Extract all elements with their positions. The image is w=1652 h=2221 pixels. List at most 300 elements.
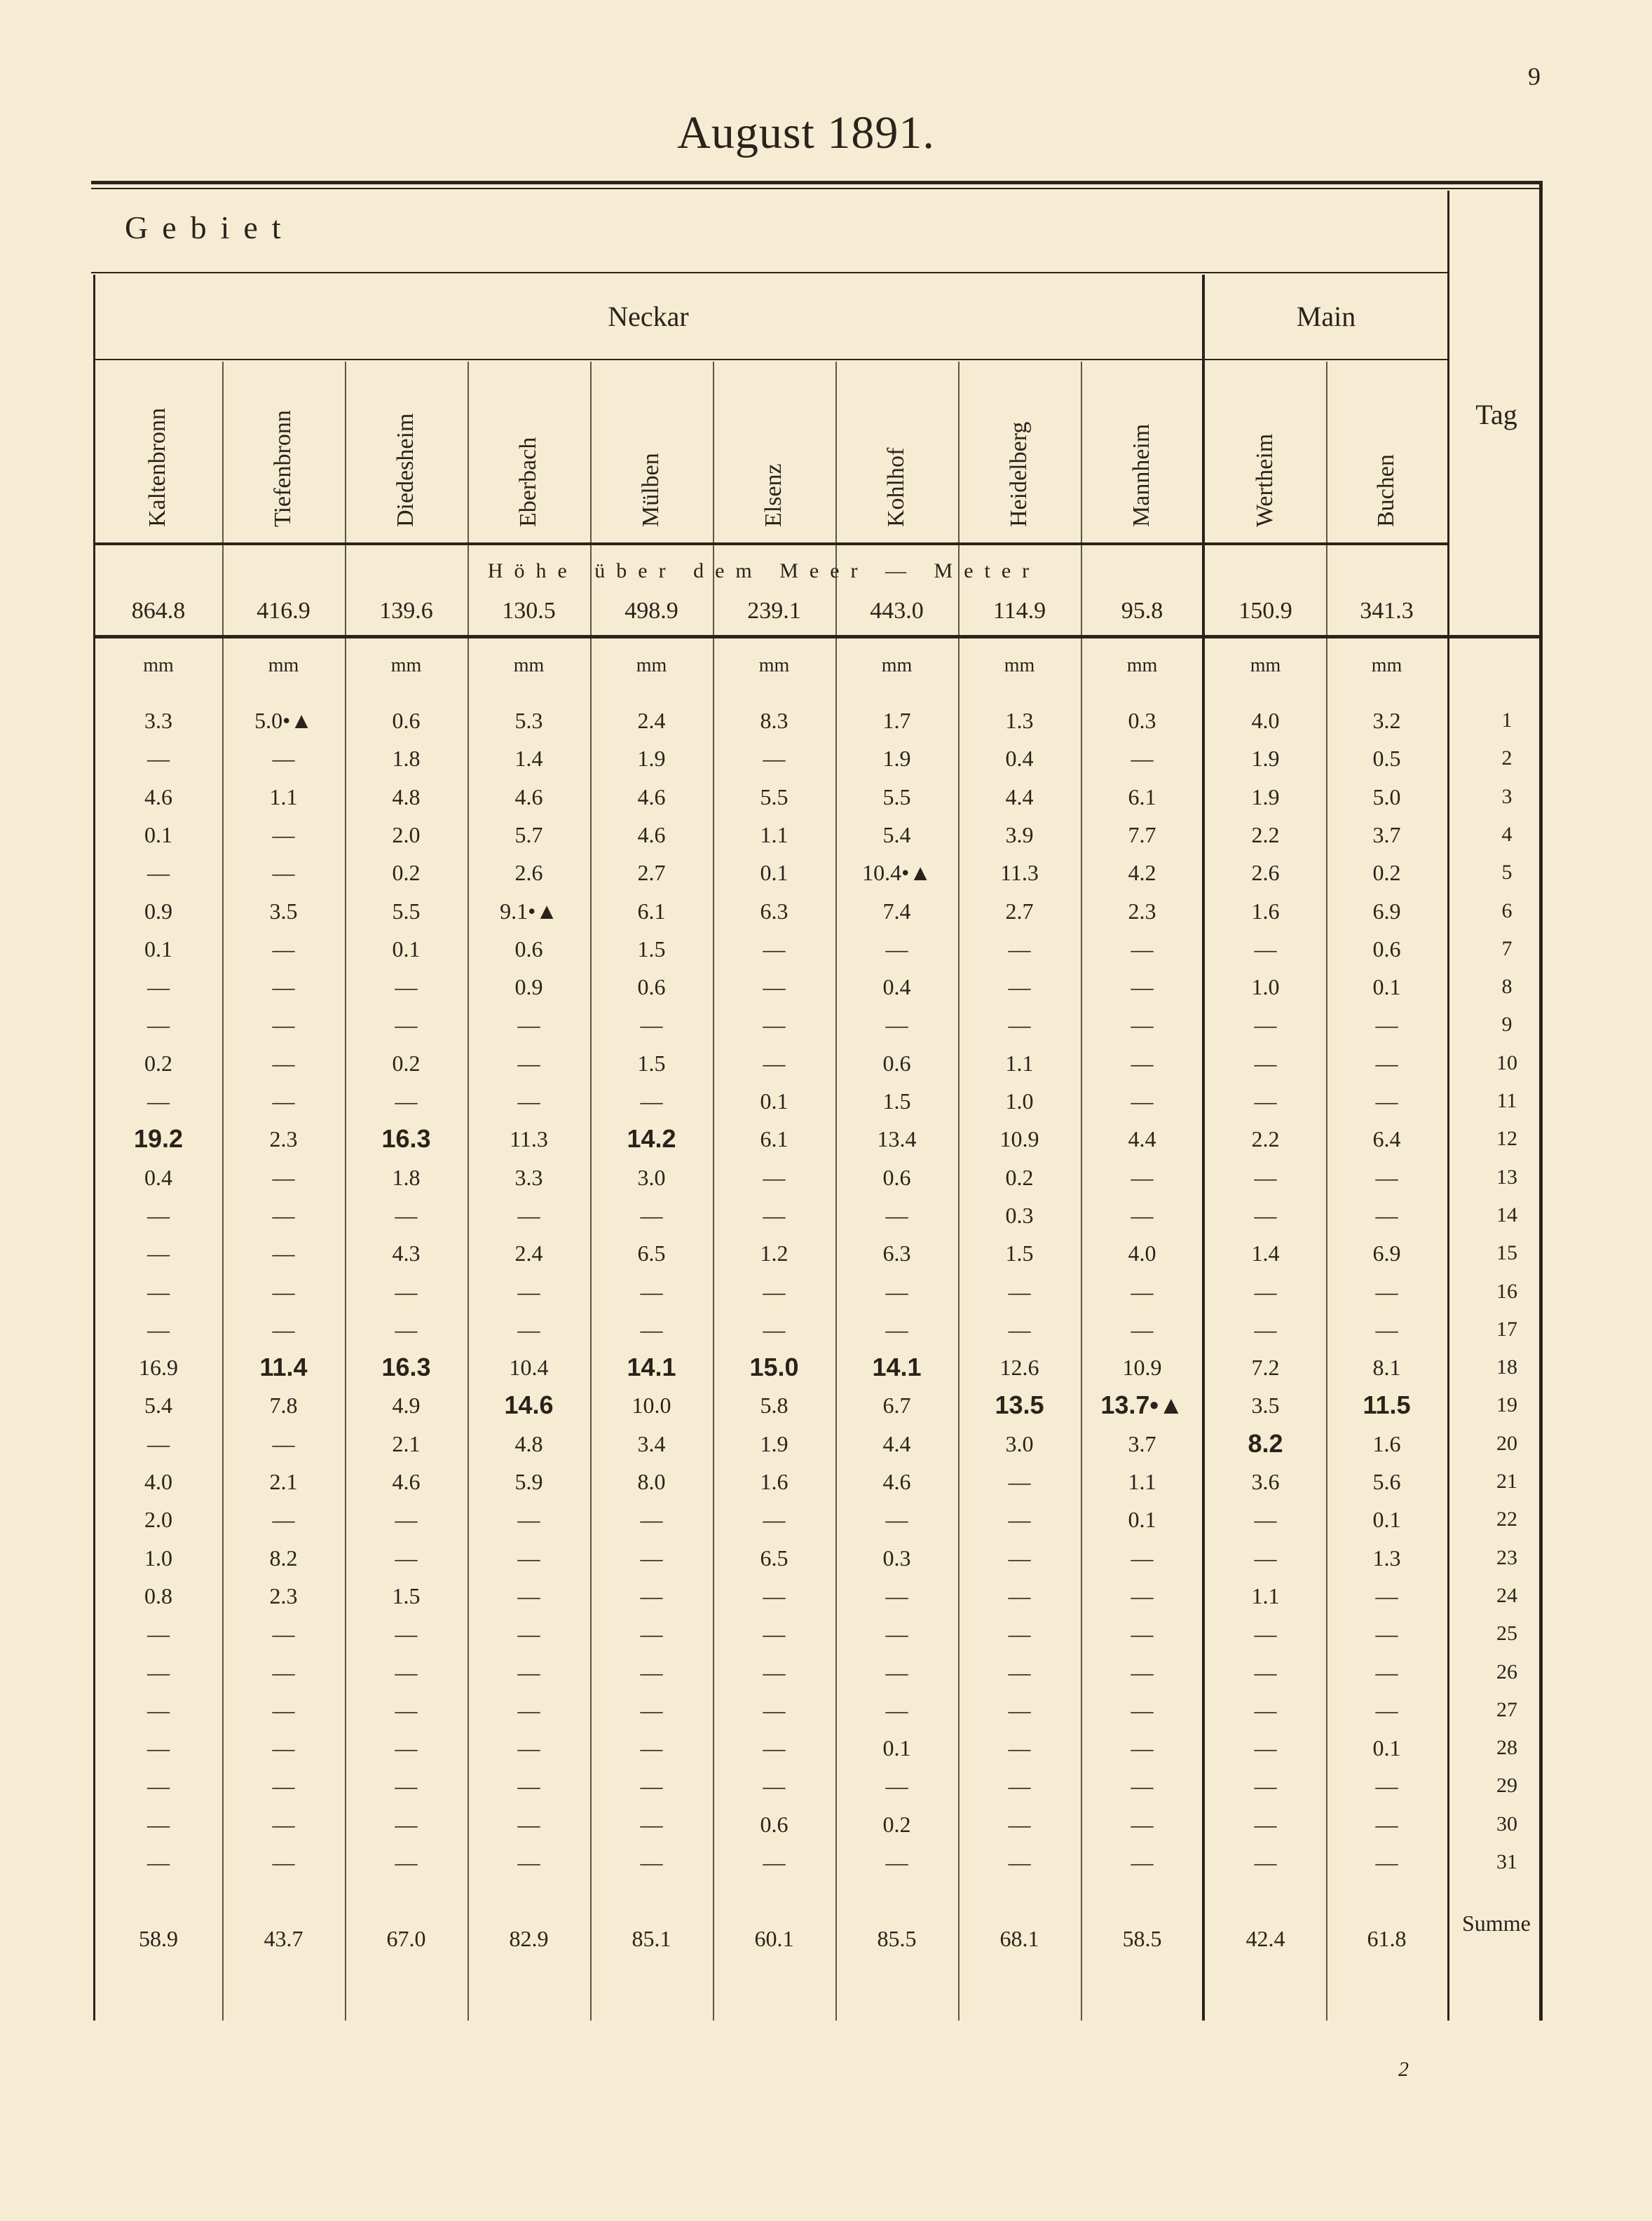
precipitation-value: — <box>1008 1735 1031 1761</box>
precipitation-value: 10.9 <box>1122 1355 1162 1381</box>
sum-label: Summe <box>1462 1911 1531 1936</box>
precipitation-value: — <box>885 1659 908 1685</box>
precipitation-value: — <box>1131 1202 1154 1228</box>
precipitation-value: — <box>517 1545 540 1571</box>
precipitation-value: — <box>1254 1735 1277 1761</box>
precipitation-value: 1.0 <box>1005 1088 1034 1114</box>
day-number: 8 <box>1501 975 1513 999</box>
monthly-sum: 60.1 <box>754 1926 794 1951</box>
day-number: 2 <box>1501 746 1513 770</box>
unit-label: mm <box>758 655 790 676</box>
precipitation-value: 4.4 <box>1005 784 1034 809</box>
precipitation-value: — <box>395 1278 418 1304</box>
precipitation-value: — <box>885 1697 908 1723</box>
precipitation-value: — <box>517 1773 540 1799</box>
precipitation-value: 0.1 <box>1372 1507 1401 1533</box>
day-number: 13 <box>1496 1165 1517 1189</box>
precipitation-value: — <box>763 936 786 962</box>
precipitation-value: — <box>272 1735 295 1761</box>
precipitation-value: — <box>395 1088 418 1114</box>
precipitation-value: 2.4 <box>514 1241 543 1266</box>
day-number: 25 <box>1496 1622 1517 1646</box>
precipitation-value: — <box>272 1430 295 1456</box>
day-number: 1 <box>1501 709 1513 732</box>
day-number: 24 <box>1496 1583 1517 1607</box>
precipitation-value: 5.8 <box>760 1393 789 1419</box>
day-number: 6 <box>1501 898 1513 922</box>
monthly-sum: 67.0 <box>386 1926 426 1951</box>
precipitation-value: 16.3 <box>381 1353 431 1382</box>
precipitation-value: — <box>763 1507 786 1533</box>
station-name: Mülben <box>637 453 664 527</box>
precipitation-value: — <box>1008 1583 1031 1608</box>
precipitation-value: — <box>272 860 295 886</box>
precipitation-value: — <box>1008 936 1031 962</box>
precipitation-value: 5.0•▲ <box>254 708 313 733</box>
precipitation-value: — <box>1131 936 1154 962</box>
day-number: 3 <box>1501 784 1513 808</box>
region-label: Gebiet <box>125 210 295 245</box>
unit-label: mm <box>513 655 545 676</box>
day-number: 16 <box>1496 1279 1517 1303</box>
group-label-neckar: Neckar <box>608 301 689 332</box>
precipitation-value: 7.2 <box>1251 1355 1280 1381</box>
precipitation-value: — <box>1008 1659 1031 1685</box>
precipitation-value: — <box>1008 1621 1031 1647</box>
precipitation-value: 0.6 <box>392 708 421 733</box>
station-elevation: 443.0 <box>870 598 924 624</box>
station-elevation: 864.8 <box>131 598 186 624</box>
precipitation-value: 1.4 <box>514 746 543 772</box>
precipitation-value: — <box>885 1202 908 1228</box>
precipitation-value: 6.3 <box>760 898 789 924</box>
precipitation-value: 1.4 <box>1251 1241 1280 1266</box>
precipitation-value: 2.3 <box>1128 898 1156 924</box>
precipitation-value: — <box>1008 1012 1031 1038</box>
precipitation-value: 5.3 <box>514 708 543 733</box>
precipitation-value: — <box>272 936 295 962</box>
precipitation-value: — <box>147 1241 170 1266</box>
precipitation-value: 2.4 <box>637 708 666 733</box>
precipitation-value: — <box>640 1012 663 1038</box>
precipitation-value: 2.2 <box>1251 1126 1280 1152</box>
precipitation-value: — <box>763 1164 786 1190</box>
precipitation-value: 14.2 <box>627 1124 676 1154</box>
precipitation-value: — <box>1131 746 1154 772</box>
precipitation-value: 1.6 <box>1372 1430 1401 1456</box>
precipitation-value: 0.1 <box>144 821 172 847</box>
precipitation-value: — <box>640 1088 663 1114</box>
precipitation-value: 1.6 <box>1251 898 1280 924</box>
precipitation-value: — <box>1008 1545 1031 1571</box>
precipitation-value: 0.1 <box>1372 974 1401 1000</box>
station-name: Mannheim <box>1128 423 1154 527</box>
station-elevation: 416.9 <box>257 598 310 624</box>
precipitation-value: — <box>1131 974 1154 1000</box>
precipitation-value: 8.3 <box>760 708 789 733</box>
precipitation-value: — <box>272 1697 295 1723</box>
precipitation-value: — <box>272 1088 295 1114</box>
station-elevation: 239.1 <box>747 598 801 624</box>
precipitation-value: — <box>640 1850 663 1875</box>
precipitation-value: — <box>1131 1659 1154 1685</box>
precipitation-value: 1.1 <box>1251 1583 1280 1608</box>
day-number: 10 <box>1496 1051 1517 1074</box>
station-elevation: 139.6 <box>379 598 433 624</box>
precipitation-value: 0.4 <box>1005 746 1034 772</box>
monthly-sum: 58.9 <box>139 1926 178 1951</box>
precipitation-value: 8.2 <box>1248 1428 1283 1458</box>
day-number: 27 <box>1496 1697 1517 1721</box>
precipitation-value: — <box>395 1697 418 1723</box>
precipitation-value: — <box>517 1850 540 1875</box>
tag-column-line-inner <box>1447 191 1449 2021</box>
precipitation-value: 10.9 <box>999 1126 1039 1152</box>
precipitation-value: 11.5 <box>1363 1390 1411 1420</box>
precipitation-value: — <box>272 1773 295 1799</box>
precipitation-value: — <box>1254 1012 1277 1038</box>
precipitation-value: 0.9 <box>514 974 543 1000</box>
precipitation-value: 5.5 <box>392 898 421 924</box>
precipitation-value: — <box>1375 1621 1398 1647</box>
precipitation-value: 7.4 <box>882 898 911 924</box>
station-elevation: 150.9 <box>1238 598 1292 624</box>
precipitation-value: 11.4 <box>259 1353 308 1382</box>
precipitation-value: — <box>272 1278 295 1304</box>
precipitation-value: — <box>147 1850 170 1875</box>
precipitation-value: — <box>1008 1697 1031 1723</box>
precipitation-value: — <box>272 1316 295 1342</box>
precipitation-value: 5.4 <box>882 821 911 847</box>
unit-label: mm <box>268 655 299 676</box>
precipitation-value: 8.0 <box>637 1469 666 1494</box>
precipitation-value: — <box>763 1583 786 1608</box>
precipitation-value: 13.7•▲ <box>1100 1390 1184 1420</box>
precipitation-value: — <box>1131 1278 1154 1304</box>
precipitation-value: — <box>1131 1164 1154 1190</box>
unit-label: mm <box>390 655 422 676</box>
precipitation-value: — <box>517 1316 540 1342</box>
precipitation-value: — <box>640 1202 663 1228</box>
day-number: 30 <box>1496 1812 1517 1836</box>
precipitation-value: — <box>763 1621 786 1647</box>
precipitation-value: — <box>1254 1773 1277 1799</box>
day-number: 7 <box>1501 936 1513 960</box>
precipitation-value: 3.7 <box>1128 1430 1156 1456</box>
day-number: 11 <box>1496 1089 1517 1112</box>
station-name: Diedesheim <box>392 413 418 527</box>
precipitation-value: — <box>1008 1316 1031 1342</box>
precipitation-value: 8.2 <box>269 1545 298 1571</box>
station-elevation: 95.8 <box>1121 598 1163 624</box>
precipitation-value: 3.7 <box>1372 821 1401 847</box>
precipitation-value: 4.9 <box>392 1393 421 1419</box>
monthly-sum: 61.8 <box>1367 1926 1407 1951</box>
monthly-sum: 85.1 <box>632 1926 671 1951</box>
precipitation-value: — <box>640 1545 663 1571</box>
precipitation-value: — <box>147 1278 170 1304</box>
precipitation-value: — <box>1131 1012 1154 1038</box>
precipitation-value: 4.6 <box>392 1469 421 1494</box>
precipitation-value: — <box>272 1507 295 1533</box>
precipitation-value: — <box>517 1050 540 1076</box>
precipitation-value: — <box>395 974 418 1000</box>
precipitation-value: — <box>1254 1659 1277 1685</box>
precipitation-value: 6.5 <box>637 1241 666 1266</box>
precipitation-value: — <box>1131 1545 1154 1571</box>
precipitation-value: — <box>395 1545 418 1571</box>
precipitation-value: — <box>1131 1697 1154 1723</box>
precipitation-value: 10.4•▲ <box>862 860 931 886</box>
day-number: 29 <box>1496 1774 1517 1798</box>
day-number: 21 <box>1496 1470 1517 1493</box>
precipitation-value: — <box>272 1202 295 1228</box>
unit-label: mm <box>636 655 667 676</box>
precipitation-value: 3.5 <box>1251 1393 1280 1419</box>
table-top-rule-thick <box>91 181 1542 184</box>
precipitation-value: 2.0 <box>144 1507 172 1533</box>
precipitation-value: — <box>147 1621 170 1647</box>
precipitation-value: — <box>272 1241 295 1266</box>
page-number: 9 <box>1528 62 1541 90</box>
precipitation-value: — <box>763 1659 786 1685</box>
precipitation-value: 7.8 <box>269 1393 298 1419</box>
unit-label: mm <box>1126 655 1158 676</box>
precipitation-value: — <box>395 1316 418 1342</box>
precipitation-value: — <box>640 1773 663 1799</box>
day-number: 28 <box>1496 1736 1517 1760</box>
day-number: 12 <box>1496 1127 1517 1151</box>
precipitation-value: 0.1 <box>760 1088 789 1114</box>
precipitation-value: — <box>517 1811 540 1837</box>
station-name: Elsenz <box>760 463 786 527</box>
precipitation-value: 1.9 <box>882 746 911 772</box>
precipitation-value: — <box>517 1088 540 1114</box>
day-number: 22 <box>1496 1508 1517 1531</box>
precipitation-value: — <box>885 1773 908 1799</box>
day-number: 5 <box>1501 861 1513 884</box>
precipitation-value: 0.6 <box>882 1050 911 1076</box>
precipitation-value: — <box>763 1850 786 1875</box>
precipitation-value: — <box>147 860 170 886</box>
day-number: 26 <box>1496 1660 1517 1683</box>
precipitation-value: 4.6 <box>144 784 172 809</box>
precipitation-value: — <box>395 1773 418 1799</box>
precipitation-value: — <box>1375 1697 1398 1723</box>
precipitation-value: 6.9 <box>1372 1241 1401 1266</box>
precipitation-value: — <box>1254 1811 1277 1837</box>
precipitation-value: 1.1 <box>1128 1469 1156 1494</box>
day-number: 9 <box>1501 1013 1513 1037</box>
precipitation-value: — <box>640 1811 663 1837</box>
day-number: 15 <box>1496 1241 1517 1265</box>
precipitation-value: — <box>272 974 295 1000</box>
precipitation-value: — <box>763 746 786 772</box>
precipitation-value: 1.5 <box>882 1088 911 1114</box>
station-name: Heidelberg <box>1005 421 1032 527</box>
precipitation-value: 0.2 <box>392 1050 421 1076</box>
precipitation-value: 2.6 <box>514 860 543 886</box>
precipitation-value: 1.9 <box>637 746 666 772</box>
precipitation-value: 2.3 <box>269 1583 298 1608</box>
precipitation-value: 2.1 <box>269 1469 298 1494</box>
precipitation-value: — <box>1131 1811 1154 1837</box>
precipitation-value: 2.7 <box>637 860 666 886</box>
precipitation-value: 2.2 <box>1251 821 1280 847</box>
precipitation-value: 1.1 <box>1005 1050 1034 1076</box>
precipitation-value: 5.4 <box>144 1393 172 1419</box>
precipitation-value: — <box>763 1050 786 1076</box>
precipitation-value: 15.0 <box>749 1353 799 1382</box>
precipitation-value: 0.2 <box>392 860 421 886</box>
precipitation-value: — <box>272 746 295 772</box>
station-rule <box>95 542 1447 545</box>
precipitation-value: — <box>1008 1278 1031 1304</box>
precipitation-value: — <box>147 1088 170 1114</box>
precipitation-value: — <box>1375 1811 1398 1837</box>
precipitation-value: 1.8 <box>392 746 421 772</box>
precipitation-value: 4.3 <box>392 1241 421 1266</box>
precipitation-value: — <box>272 1659 295 1685</box>
precipitation-value: — <box>272 1050 295 1076</box>
precipitation-value: — <box>763 1012 786 1038</box>
precipitation-value: — <box>147 1659 170 1685</box>
precipitation-value: — <box>395 1012 418 1038</box>
precipitation-value: 6.7 <box>882 1393 911 1419</box>
precipitation-value: 6.4 <box>1372 1126 1401 1152</box>
precipitation-value: 3.9 <box>1005 821 1034 847</box>
day-number: 4 <box>1501 822 1513 846</box>
precipitation-value: — <box>763 1202 786 1228</box>
precipitation-value: 1.5 <box>637 1050 666 1076</box>
precipitation-value: 16.3 <box>381 1124 431 1154</box>
precipitation-value: — <box>1008 974 1031 1000</box>
precipitation-value: 1.7 <box>882 708 911 733</box>
precipitation-value: 2.0 <box>392 821 421 847</box>
precipitation-value: 1.8 <box>392 1164 421 1190</box>
precipitation-value: 3.2 <box>1372 708 1401 733</box>
precipitation-value: — <box>640 1316 663 1342</box>
sheet-number: 2 <box>1398 2058 1409 2081</box>
precipitation-value: 6.5 <box>760 1545 789 1571</box>
precipitation-value: — <box>1375 1850 1398 1875</box>
precipitation-value: — <box>885 1278 908 1304</box>
precipitation-value: — <box>885 1583 908 1608</box>
precipitation-value: — <box>147 1811 170 1837</box>
precipitation-value: 4.6 <box>882 1469 911 1494</box>
precipitation-value: 12.6 <box>999 1355 1039 1381</box>
precipitation-value: — <box>640 1278 663 1304</box>
tag-column-label: Tag <box>1475 399 1517 430</box>
precipitation-value: — <box>1254 1697 1277 1723</box>
precipitation-value: — <box>640 1697 663 1723</box>
precipitation-value: 1.3 <box>1005 708 1034 733</box>
precipitation-value: — <box>1254 1050 1277 1076</box>
precipitation-value: 3.3 <box>514 1164 543 1190</box>
precipitation-value: — <box>640 1621 663 1647</box>
precipitation-value: 0.2 <box>1372 860 1401 886</box>
precipitation-value: 6.3 <box>882 1241 911 1266</box>
precipitation-value: 4.6 <box>637 784 666 809</box>
precipitation-value: — <box>1254 1316 1277 1342</box>
precipitation-value: — <box>885 936 908 962</box>
precipitation-value: 4.0 <box>1128 1241 1156 1266</box>
precipitation-value: 0.2 <box>882 1811 911 1837</box>
station-elevation: 341.3 <box>1360 598 1414 624</box>
station-elevation: 114.9 <box>992 598 1046 624</box>
precipitation-value: 0.3 <box>1128 708 1156 733</box>
precipitation-value: 4.4 <box>882 1430 911 1456</box>
precipitation-value: — <box>1131 1735 1154 1761</box>
precipitation-value: 3.0 <box>637 1164 666 1190</box>
precipitation-value: — <box>763 1316 786 1342</box>
precipitation-value: 11.3 <box>1000 860 1039 886</box>
day-number: 23 <box>1496 1545 1517 1569</box>
precipitation-value: — <box>1131 1088 1154 1114</box>
monthly-sum: 68.1 <box>999 1926 1039 1951</box>
precipitation-value: — <box>395 1735 418 1761</box>
table-top-rule-thin <box>91 188 1542 189</box>
precipitation-value: — <box>147 1697 170 1723</box>
unit-label: mm <box>1371 655 1402 676</box>
precipitation-value: 3.3 <box>144 708 172 733</box>
precipitation-value: 10.4 <box>509 1355 549 1381</box>
region-rule <box>91 272 1447 273</box>
precipitation-value: 6.1 <box>637 898 666 924</box>
precipitation-value: — <box>1375 1773 1398 1799</box>
precipitation-value: 1.5 <box>392 1583 421 1608</box>
precipitation-value: 0.8 <box>144 1583 172 1608</box>
precipitation-value: 13.5 <box>995 1390 1044 1420</box>
precipitation-value: — <box>272 1164 295 1190</box>
precipitation-value: 0.4 <box>882 974 911 1000</box>
precipitation-value: 0.5 <box>1372 746 1401 772</box>
precipitation-value: — <box>640 1507 663 1533</box>
precipitation-value: 5.7 <box>514 821 543 847</box>
precipitation-value: — <box>395 1811 418 1837</box>
elevation-caption: Höhe über dem Meer — Meter <box>487 559 1041 582</box>
precipitation-value: — <box>517 1583 540 1608</box>
unit-label: mm <box>881 655 913 676</box>
page-title: August 1891. <box>677 107 935 158</box>
precipitation-value: 2.6 <box>1251 860 1280 886</box>
precipitation-value: 0.6 <box>1372 936 1401 962</box>
precipitation-value: 14.1 <box>627 1353 676 1382</box>
precipitation-value: — <box>1375 1583 1398 1608</box>
station-name: Eberbach <box>514 437 541 527</box>
precipitation-value: 0.1 <box>392 936 421 962</box>
day-number: 31 <box>1496 1850 1517 1873</box>
precipitation-value: — <box>1131 1050 1154 1076</box>
precipitation-value: 1.9 <box>760 1430 789 1456</box>
precipitation-value: — <box>1008 1850 1031 1875</box>
precipitation-value: — <box>147 974 170 1000</box>
precipitation-value: 1.5 <box>1005 1241 1034 1266</box>
precipitation-value: 5.9 <box>514 1469 543 1494</box>
monthly-sum: 82.9 <box>509 1926 549 1951</box>
precipitation-value: — <box>147 1202 170 1228</box>
precipitation-value: — <box>1375 1659 1398 1685</box>
precipitation-value: — <box>147 1430 170 1456</box>
precipitation-value: 2.3 <box>269 1126 298 1152</box>
precipitation-value: — <box>395 1659 418 1685</box>
precipitation-value: — <box>763 1735 786 1761</box>
precipitation-value: — <box>1008 1811 1031 1837</box>
precipitation-value: — <box>1375 1012 1398 1038</box>
precipitation-value: — <box>395 1202 418 1228</box>
precipitation-value: 1.0 <box>144 1545 172 1571</box>
precipitation-value: 2.1 <box>392 1430 421 1456</box>
